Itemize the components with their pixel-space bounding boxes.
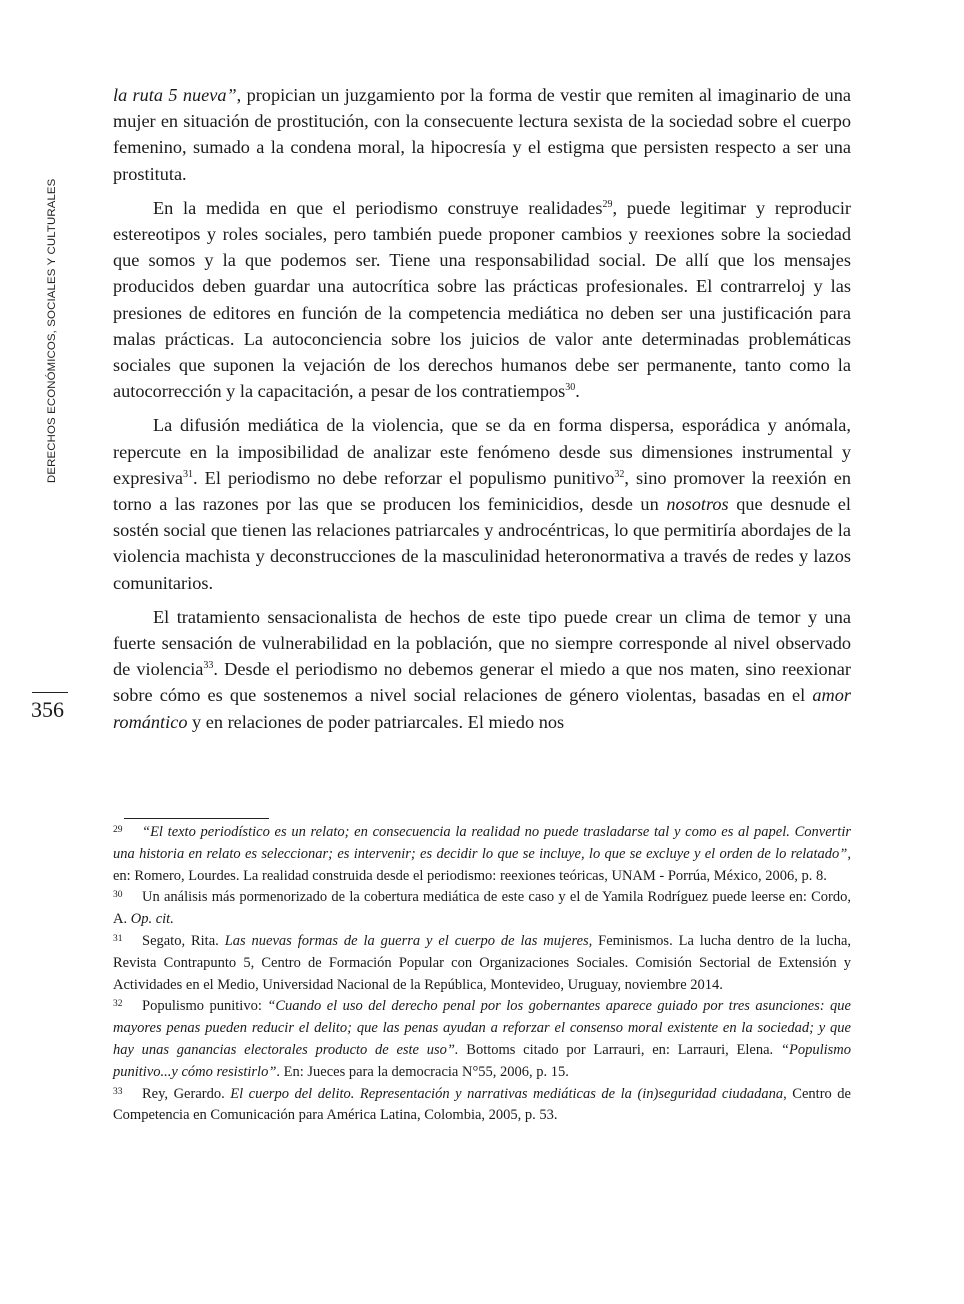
footnotes xyxy=(113,822,851,1127)
footnote-ref-33[interactable]: 33 xyxy=(203,660,214,672)
footnote-ref-32[interactable]: 32 xyxy=(614,468,625,480)
footnote-ref-30[interactable]: 30 xyxy=(565,382,576,394)
footnote-ref-31[interactable]: 31 xyxy=(183,468,194,480)
footnote-33: 33 Rey, Gerardo. El cuerpo del delito. Representación y narrativas mediáticas de la (in)seguridad ciudadana, Centro de Competencia en Comunicación para América Latina, Colombia, 2005, p. 53. xyxy=(113,1085,851,1124)
italic-text: Las nuevas formas de la guerra y el cuerpo de las mujeres, xyxy=(224,932,593,949)
paragraph-text: , propician un juzgamiento por la forma de vestir que remiten al imaginario de una mujer en situación de prostitución, con la consecuente lectura sexista de la sociedad sobre el cuerpo femenino, sumado a la condena moral, la hipocresía y el estigma que persisten respecto a ser una prostituta. xyxy=(113,85,851,184)
footnote-32: 32 Populismo punitivo: “Cuando el uso del derecho penal por los gobernantes aparece guiado por tres asunciones: que mayores penas pueden reducir el delito; que las penas ayudan a reforzar el consenso moral existente en la sociedad; y que hay unas ganancias electorales producto de este uso”. Bottoms citado por Larrauri, en: Larrauri, Elena. “Populismo punitivo...y cómo resistirlo”. En: Jueces para la democracia N°55, 2006, p. 15. xyxy=(113,998,851,1080)
footnote-29: 29 “El texto periodístico es un relato; en consecuencia la realidad no puede trasladarse tal y como es al papel. Convertir una historia en relato es seleccionar; es intervenir; es decidir lo que se incluye, lo que se excluye y el orden de lo relatado”, en: Romero, Lourdes. La realidad construida desde el periodismo: reexiones teóricas, UNAM - Porrúa, México, 2006, p. 8. xyxy=(113,824,851,884)
page-number-rule xyxy=(32,692,68,693)
italic-text: “Cuando el uso del derecho penal por los gobernantes aparece guiado por tres asunciones: que mayores penas pueden reducir el delito; que las penas ayudan a reforzar el consenso moral existente en la sociedad; y que hay unas ganancias electorales producto de este uso”. xyxy=(113,998,851,1058)
paragraph-text: La difusión mediática de la violencia, que se da en forma dispersa, esporádica y anómala, repercute en la imposibilidad de analizar este fenómeno desde sus dimensiones instrumental y expresiva xyxy=(113,415,851,488)
paragraph-text: En la medida en que el periodismo construye realidades xyxy=(153,197,603,218)
paragraph-3 xyxy=(113,412,851,595)
italic-text: amor romántico xyxy=(113,685,851,732)
paragraph-2 xyxy=(113,195,851,405)
footnote-text: Un análisis más pormenorizado de la cobertura mediática de este caso y el de Yamila Rodríguez puede leerse en: Cordo, A. xyxy=(113,889,851,928)
footnote-text: Segato, Rita. xyxy=(142,932,225,949)
footnote-separator xyxy=(124,818,269,819)
paragraph-text: que desnude el sostén social que tienen las relaciones patriarcales y androcéntricas, lo que permitiría abordajes de la violencia machista y deconstrucciones de la masculinidad heteronormativa a través de redes y lazos comunitarios. xyxy=(113,494,851,593)
paragraph-text: . xyxy=(575,381,580,402)
footnote-text: Feminismos. La lucha dentro de la lucha, Revista Contrapunto 5, Centro de Formación Popular con Organizaciones Sociales. Comisión Sectorial de Extensión y Actividades en el Medio, Universidad Nacional de la República, Montevideo, Uruguay, noviembre 2014. xyxy=(113,932,852,993)
footnote-text: , Centro de Competencia en Comunicación para América Latina, Colombia, 2005, p. 53. xyxy=(113,1085,851,1124)
italic-text: la ruta 5 nueva” xyxy=(113,85,237,105)
italic-text: “Populismo punitivo...y cómo resistirlo” xyxy=(113,1041,851,1080)
footnote-text: Bottoms citado por Larrauri, en: Larrauri, Elena. xyxy=(458,1041,781,1058)
paragraph-text: , sino promover la reexión en torno a las razones por las que se producen los feminicidios, desde un xyxy=(113,467,851,515)
paragraph-text: . Desde el periodismo no debemos generar el miedo a que nos maten, sino reexionar sobre cómo es que sostenemos a nivel social relaciones de género violentas, basadas en el xyxy=(113,659,851,706)
footnote-text: Rey, Gerardo. xyxy=(142,1085,231,1102)
paragraph-1 xyxy=(113,82,851,187)
paragraph-text: y en relaciones de poder patriarcales. El miedo nos xyxy=(187,711,565,732)
footnote-text: Populismo punitivo: xyxy=(142,998,268,1015)
paragraph-text: , puede legitimar y reproducir estereotipos y roles sociales, pero también puede proponer cambios y reexiones sobre la sociedad que somos y la que podemos ser. Tiene una responsabilidad social. De allí que los mensajes producidos deben guardar una autocrítica sobre las prácticas profesionales. El contrarreloj y las presiones de editores en función de la competencia mediática no deben ser una justificación para malas prácticas. La autoconciencia sobre los juicios de valor ante determinadas problemáticas sociales que suponen la vejación de los derechos humanos debe ser permanente, tanto como la autocorrección y la capacitación, a pesar de los contratiempos xyxy=(113,197,851,402)
page-number: 356 xyxy=(31,697,64,722)
footnote-ref-29[interactable]: 29 xyxy=(602,198,613,210)
footnote-text: . En: Jueces para la democracia N°55, 2006, p. 15. xyxy=(276,1063,569,1080)
paragraph-text: El tratamiento sensacionalista de hechos de este tipo puede crear un clima de temor y una fuerte sensación de vulnerabilidad en la población, que no siempre corresponde al nivel observado de violencia xyxy=(113,606,851,680)
footnote-31: 31 Segato, Rita. Las nuevas formas de la guerra y el cuerpo de las mujeres, Feminismos. La lucha dentro de la lucha, Revista Contrapunto 5, Centro de Formación Popular con Organizaciones Sociales. Comisión Sectorial de Extensión y Actividades en el Medio, Universidad Nacional de la República, Montevideo, Uruguay, noviembre 2014. xyxy=(113,932,852,993)
footnote-30: 30 Un análisis más pormenorizado de la cobertura mediática de este caso y el de Yamila Rodríguez puede leerse en: Cordo, A. Op. cit. xyxy=(113,889,851,928)
paragraph-4 xyxy=(113,604,851,735)
paragraph-text: . El periodismo no debe reforzar el populismo punitivo xyxy=(193,467,615,488)
italic-text: nosotros xyxy=(666,494,729,515)
body-text xyxy=(113,82,851,743)
running-header: DERECHOS ECONÓMICOS, SOCIALES Y CULTURALES xyxy=(46,178,58,483)
italic-text: “El texto periodístico es un relato; en consecuencia la realidad no puede trasladarse tal y como es al papel. Convertir una historia en relato es seleccionar; es intervenir; es decidir lo que se incluye, lo que se excluye y el orden de lo relatado”, xyxy=(113,824,851,862)
footnote-text: en: Romero, Lourdes. La realidad construida desde el periodismo: reexiones teóricas, UNAM - Porrúa, México, 2006, p. 8. xyxy=(113,867,827,884)
italic-text: Op. cit. xyxy=(130,911,174,928)
italic-text: El cuerpo del delito. Representación y narrativas mediáticas de la (in)seguridad ciudadana xyxy=(230,1085,784,1102)
